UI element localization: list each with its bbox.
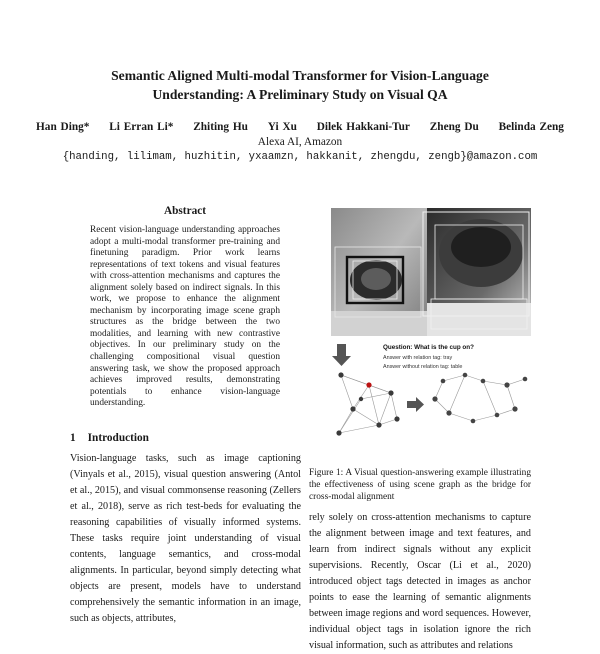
section-heading-introduction [70, 432, 149, 444]
author: Zhiting Hu [193, 121, 248, 133]
section-number: 1 [70, 432, 76, 444]
author: Yi Xu [267, 121, 297, 133]
author: Han Ding* [36, 121, 90, 133]
figure-1 [331, 203, 531, 459]
paper-title-line-2: Understanding: A Preliminary Study on Visual QA [152, 87, 448, 102]
right-arrow-icon [407, 397, 424, 412]
abstract-heading: Abstract [163, 205, 207, 217]
author: Dilek Hakkani-Tur [316, 121, 410, 133]
figure-1-caption: Figure 1: A Visual question-answering example illustrating the effectiveness of using scene graph as the bridge for cross-modal alignment [309, 468, 531, 502]
author: Li Erran Li* [109, 121, 174, 133]
paper-title [40, 66, 560, 104]
figure-1-graphic [331, 203, 531, 459]
author: Belinda Zeng [498, 121, 564, 133]
figure-answer-relation: Answer with relation tag: tray [383, 355, 453, 361]
paper-title-line-1: Semantic Aligned Multi-modal Transformer for Vision-Language [111, 68, 489, 83]
section-title: Introduction [87, 432, 149, 444]
introduction-paragraph-left: Vision-language tasks, such as image captioning (Vinyals et al., 2015), visual question answering (Antol et al., 2015), and visual commonsense reasoning (Zellers et al., 2018), serve as rich test-beds for evaluating the reasoning capabilities of visually informed systems. These tasks require joint understanding of visual contents, language semantics, and cross-modal alignments. In particular, beyond simply detecting what objects are present, models have to understand comprehensively the semantic information in an image, such as objects, attributes, [70, 453, 301, 624]
introduction-paragraph-right: rely solely on cross-attention mechanisms to capture the alignment between image and text features, and learn from indirect signals without any explicit supervisions. Recently, Oscar (Li et al., 2020) introduced object tags detected in images as anchor points to ease the learning of semantic alignments between image regions and word sequences. However, individual object tags in isolation ignore the rich visual information, such as attributes and relations [309, 512, 531, 651]
figure-question: Question: What is the cup on? [383, 344, 474, 351]
author-emails: {handing, lilimam, huzhitin, yxaamzn, hakkanit, zhengdu, zengb}@amazon.com [62, 151, 538, 163]
scene-graph-left-nodes [336, 372, 399, 435]
down-arrow-icon [332, 344, 351, 366]
author: Zheng Du [429, 121, 479, 133]
figure-answer-no-relation: Answer without relation tag: table [383, 364, 463, 370]
abstract-text: Recent vision-language understanding approaches adopt a multi-modal transformer pre-training and finetuning paradigm. Prior work learns representations of text tokens and visual features with cross-attention mechanisms and captures the alignment solely based on indirect signals. In this work, we propose to enhance the alignment mechanism by incorporating image scene graph structures as the bridge between the two modalities, and learning with new contrastive objectives. In our preliminary study on the challenging compositional visual question answering task, we show the proposed approach achieves improved results, demonstrating potentials to enhance vision-language understanding. [90, 225, 280, 409]
affiliation: Alexa AI, Amazon [257, 136, 343, 148]
author-list [20, 121, 580, 133]
